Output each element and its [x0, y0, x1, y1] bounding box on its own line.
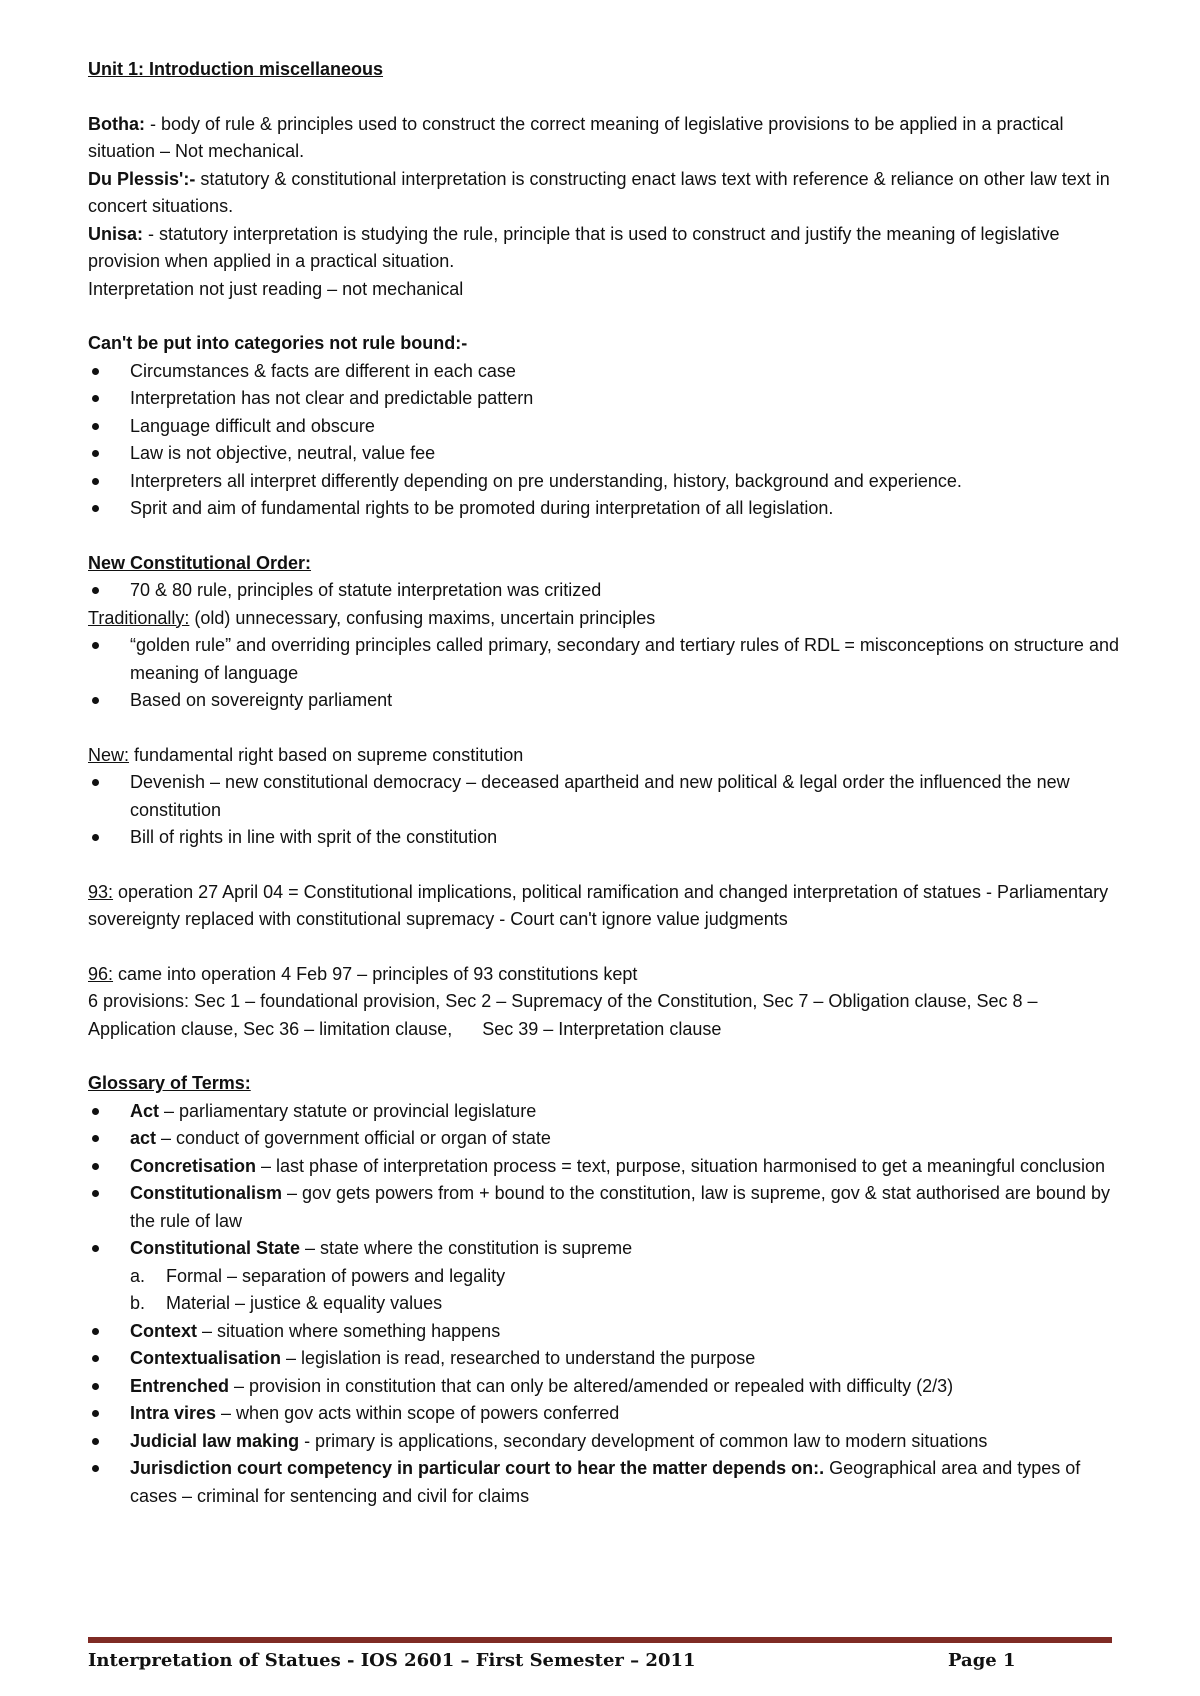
traditionally-line: [88, 605, 1128, 633]
glossary-term: Contextualisation: [130, 1348, 282, 1368]
glossary-term: Constitutionalism: [130, 1183, 282, 1203]
new-label: New:: [88, 744, 130, 765]
footer-course-title: Interpretation of Statues - IOS 2601 – First Semester – 2011: [88, 1650, 696, 1671]
definition-unisa: [88, 221, 1128, 276]
glossary-term: Intra vires: [130, 1403, 217, 1423]
provisions-text: 6 provisions: Sec 1 – foundational provision, Sec 2 – Supremacy of the Constitution, Sec 7 – Obligation clause, Sec 8 – Application clause, Sec 36 – limitation clause,: [88, 991, 1038, 1039]
constitution-93-text: operation 27 April 04 = Constitutional implications, political ramification and changed interpretation of statues - Parliamentary sovereignty replaced with constitutional supremacy - Court can't ignore value judgments: [88, 881, 1109, 929]
list-item: Based on sovereignty parliament: [88, 687, 1128, 715]
interpretation-note: Interpretation not just reading – not mechanical: [88, 278, 464, 299]
categories-list: [88, 358, 1128, 523]
glossary-item: [88, 1235, 1128, 1263]
glossary-heading: Glossary of Terms:: [88, 1073, 251, 1093]
traditionally-label: Traditionally:: [88, 607, 190, 628]
definition-term: Botha:: [88, 113, 145, 134]
list-item: 70 & 80 rule, principles of statute interpretation was critized: [88, 577, 1128, 605]
constitution-96-label: 96:: [88, 963, 114, 984]
definition-text: - statutory interpretation is studying the rule, principle that is used to construct and justify the meaning of legislative provision when applied in a practical situation.: [88, 223, 1060, 271]
provisions-tail: Sec 39 – Interpretation clause: [482, 1018, 722, 1039]
list-item: Sprit and aim of fundamental rights to be promoted during interpretation of all legislation.: [88, 495, 1128, 523]
glossary-definition: – legislation is read, researched to understand the purpose: [281, 1348, 756, 1368]
glossary-list: [88, 1098, 1128, 1263]
glossary-item: [88, 1373, 1128, 1401]
definition-term: Unisa:: [88, 223, 144, 244]
glossary-item: [88, 1318, 1128, 1346]
traditionally-text: unnecessary, confusing maxims, uncertain principles: [230, 607, 656, 628]
glossary-definition: – parliamentary statute or provincial legislature: [159, 1100, 537, 1121]
list-item: Interpreters all interpret differently depending on pre understanding, history, background and experience.: [88, 468, 1128, 496]
page-title: Unit 1: Introduction miscellaneous: [88, 59, 384, 79]
categories-heading: Can't be put into categories not rule bound:-: [88, 333, 468, 353]
glossary-definition: – state where the constitution is supreme: [300, 1238, 633, 1258]
definition-botha: [88, 111, 1128, 166]
sub-list-text: Material – justice & equality values: [166, 1293, 443, 1313]
glossary-term: Concretisation: [130, 1155, 257, 1176]
glossary-definition: Geographical area and types of cases – criminal for sentencing and civil for claims: [130, 1458, 1081, 1506]
new-text: fundamental right based on supreme constitution: [129, 744, 524, 765]
new-line: [88, 742, 1128, 770]
glossary-item: [88, 1345, 1128, 1373]
constitution-96-text: came into operation 4 Feb 97 – principles of 93 constitutions kept: [113, 963, 638, 984]
new-list: [88, 769, 1128, 852]
glossary-term: Entrenched: [130, 1375, 230, 1396]
list-item: Language difficult and obscure: [88, 413, 1128, 441]
list-item: Bill of rights in line with sprit of the constitution: [88, 824, 1128, 852]
traditionally-old: (old): [194, 607, 231, 628]
sub-list-item: [88, 1263, 1128, 1291]
list-item: Interpretation has not clear and predictable pattern: [88, 385, 1128, 413]
provisions-paragraph: [88, 988, 1128, 1043]
new-order-heading: New Constitutional Order:: [88, 552, 312, 573]
glossary-definition: – gov gets powers from + bound to the constitution, law is supreme, gov & stat authorised are bound by the rule of law: [130, 1183, 1110, 1231]
definition-text: statutory & constitutional interpretation is constructing enact laws text with reference & reliance on other law text in concert situations.: [88, 168, 1110, 216]
glossary-definition: – when gov acts within scope of powers conferred: [216, 1403, 620, 1423]
constitutional-state-sublist: [88, 1263, 1128, 1318]
sub-list-text: Formal – separation of powers and legality: [166, 1265, 506, 1286]
sub-list-marker: b.: [130, 1293, 146, 1313]
page-footer: [88, 1650, 1112, 1682]
glossary-item: [88, 1098, 1128, 1126]
glossary-term: act: [130, 1128, 157, 1148]
glossary-term: Judicial law making: [130, 1430, 300, 1451]
definition-term: Du Plessis':-: [88, 168, 196, 189]
glossary-term: Act: [130, 1100, 160, 1121]
glossary-definition: – provision in constitution that can only be altered/amended or repealed with difficulty (2/3): [229, 1375, 954, 1396]
page-content: [88, 56, 1128, 1510]
glossary-definition: - primary is applications, secondary development of common law to modern situations: [299, 1430, 988, 1451]
glossary-term: Jurisdiction court competency in particular court to hear the matter depends on:.: [130, 1458, 825, 1478]
glossary-list-continued: [88, 1318, 1128, 1511]
footer-rule: [88, 1637, 1112, 1643]
sub-list-item: [88, 1290, 1128, 1318]
glossary-definition: – situation where something happens: [197, 1320, 501, 1341]
list-item: Devenish – new constitutional democracy – deceased apartheid and new political & legal order the influenced the new constitution: [88, 769, 1128, 824]
glossary-item: [88, 1125, 1128, 1153]
traditionally-list: [88, 632, 1128, 715]
footer-page-number: Page 1: [948, 1650, 1016, 1671]
definition-du-plessis: [88, 166, 1128, 221]
new-order-list: [88, 577, 1128, 605]
glossary-item: [88, 1153, 1128, 1181]
glossary-item-jurisdiction: [88, 1455, 1128, 1510]
list-item: “golden rule” and overriding principles called primary, secondary and tertiary rules of RDL = misconceptions on structure and meaning of language: [88, 632, 1128, 687]
sub-list-marker: a.: [130, 1265, 146, 1286]
definition-text: - body of rule & principles used to construct the correct meaning of legislative provisions to be applied in a practical situation – Not mechanical.: [88, 113, 1064, 161]
glossary-definition: – conduct of government official or organ of state: [156, 1128, 551, 1148]
glossary-item: [88, 1400, 1128, 1428]
glossary-item: [88, 1428, 1128, 1456]
constitution-93-label: 93:: [88, 881, 114, 902]
list-item: Law is not objective, neutral, value fee: [88, 440, 1128, 468]
glossary-term: Context: [130, 1320, 197, 1341]
constitution-96-paragraph: [88, 961, 1128, 989]
glossary-term: Constitutional State: [130, 1238, 300, 1258]
constitution-93-paragraph: [88, 879, 1128, 934]
glossary-item: [88, 1180, 1128, 1235]
glossary-definition: – last phase of interpretation process = text, purpose, situation harmonised to get a meaningful conclusion: [256, 1155, 1106, 1176]
list-item: Circumstances & facts are different in each case: [88, 358, 1128, 386]
